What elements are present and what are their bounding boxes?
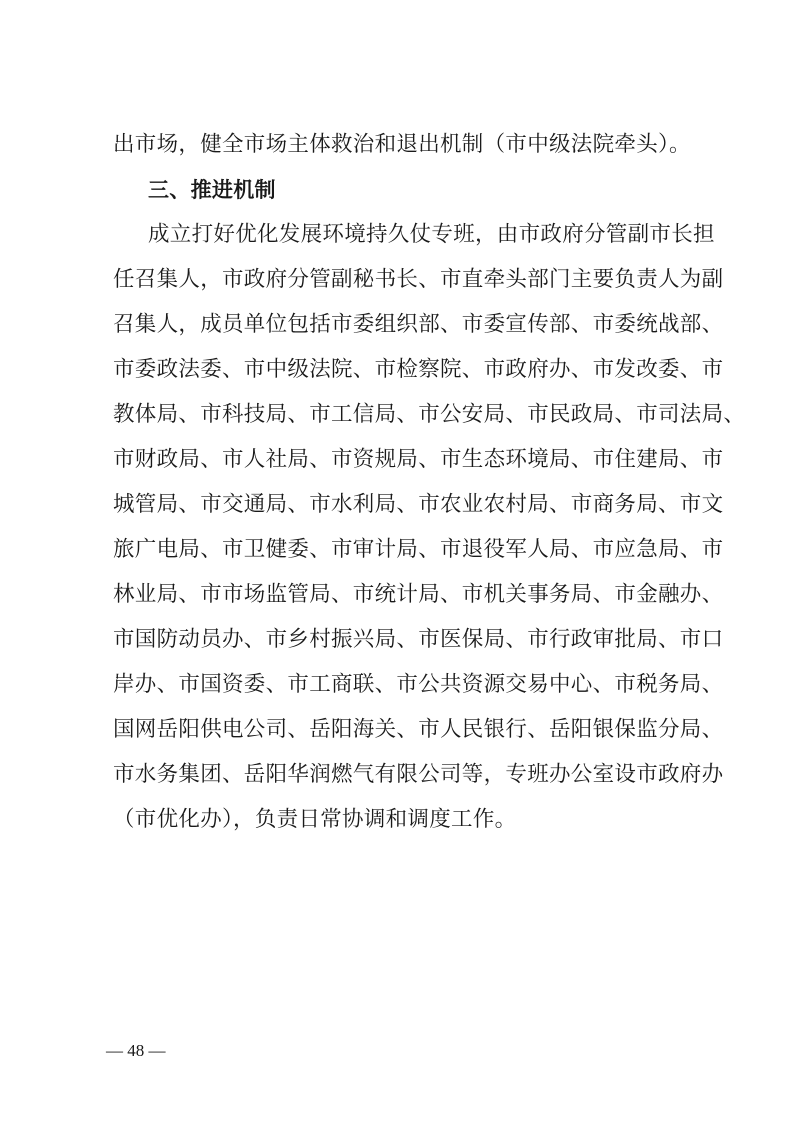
continuation-text: 出市场，健全市场主体救治和退出机制（市中级法院牵头）。 [113,132,691,157]
paragraph-line: （市优化办），负责日常协调和调度工作。 [113,807,517,832]
page-number: — 48 — [106,1041,166,1060]
paragraph-line: 城管局、市交通局、市水利局、市农业农村局、市商务局、市文 [113,492,724,517]
paragraph-line: 国网岳阳供电公司、岳阳海关、市人民银行、岳阳银保监分局、 [113,717,724,742]
paragraph-line: 市财政局、市人社局、市资规局、市生态环境局、市住建局、市 [113,447,724,472]
paragraph-line: 市委政法委、市中级法院、市检察院、市政府办、市发改委、市 [113,357,724,382]
paragraph-line: 岸办、市国资委、市工商联、市公共资源交易中心、市税务局、 [113,672,724,697]
paragraph-line: 教体局、市科技局、市工信局、市公安局、市民政局、市司法局、 [113,402,746,427]
paragraph-line: 林业局、市市场监管局、市统计局、市机关事务局、市金融办、 [113,582,724,607]
paragraph-line: 召集人，成员单位包括市委组织部、市委宣传部、市委统战部、 [113,312,724,337]
paragraph-line: 市水务集团、岳阳华润燃气有限公司等，专班办公室设市政府办 [113,762,724,787]
paragraph-line: 市国防动员办、市乡村振兴局、市医保局、市行政审批局、市口 [113,627,724,652]
paragraph-line: 任召集人，市政府分管副秘书长、市直牵头部门主要负责人为副 [113,267,724,292]
paragraph-line: 旅广电局、市卫健委、市审计局、市退役军人局、市应急局、市 [113,537,724,562]
paragraph-line: 成立打好优化发展环境持久仗专班，由市政府分管副市长担 [148,222,715,247]
section-heading: 三、推进机制 [148,178,276,202]
